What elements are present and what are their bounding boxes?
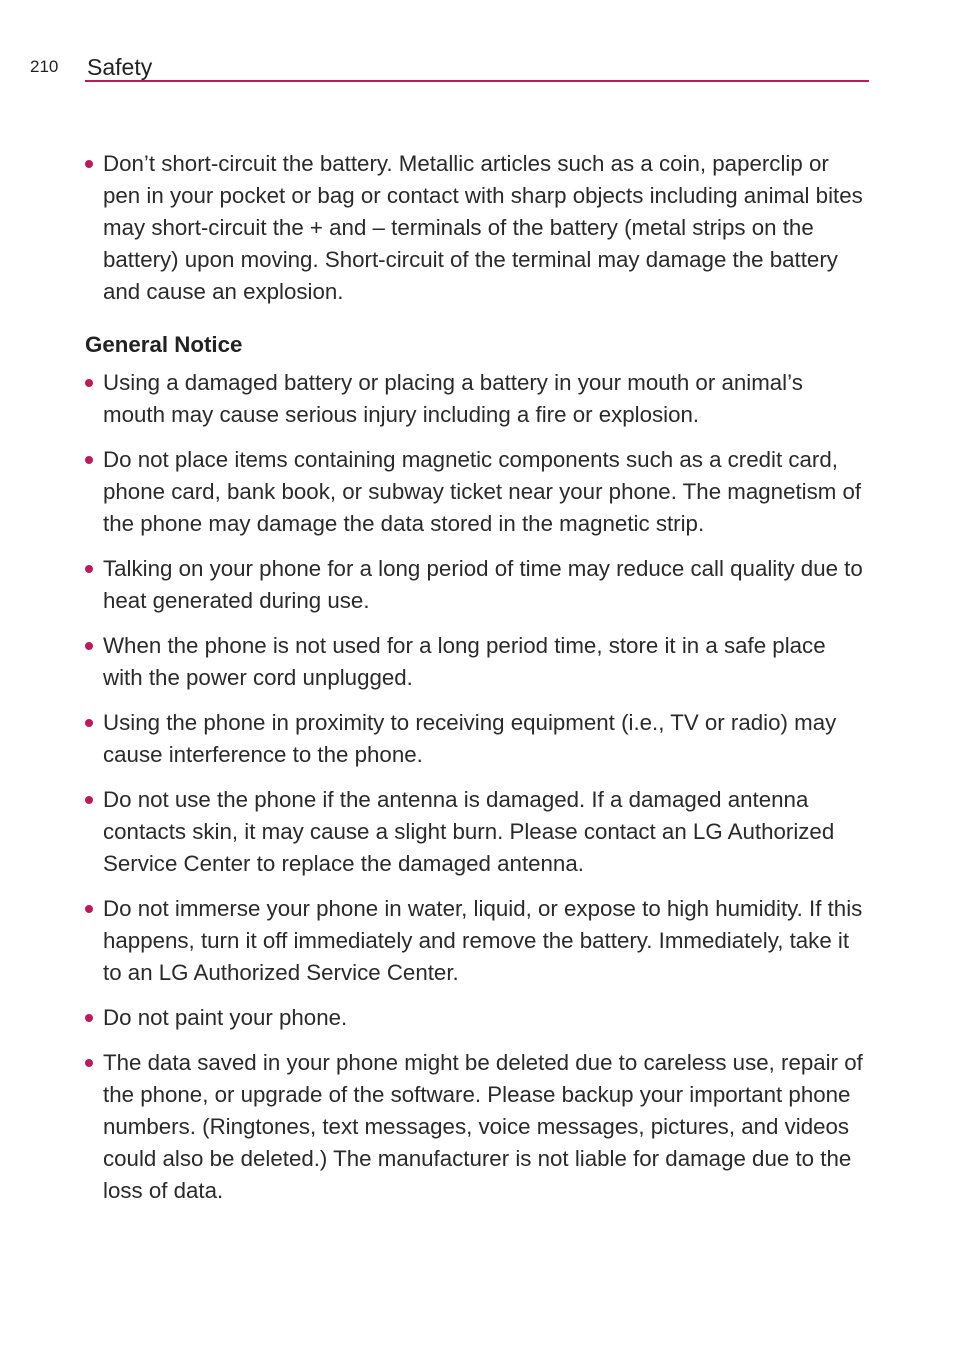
bullet-icon: [85, 1014, 93, 1022]
bullet-text: Talking on your phone for a long period of time may reduce call quality due to heat generated during use.: [103, 556, 863, 613]
bullet-icon: [85, 379, 93, 387]
bullet-icon: [85, 456, 93, 464]
list-item: [85, 630, 870, 694]
general-notice-bullet-list: [85, 367, 870, 1207]
bullet-text: When the phone is not used for a long period time, store it in a safe place with the power cord unplugged.: [103, 633, 826, 690]
bullet-text: Using the phone in proximity to receiving equipment (i.e., TV or radio) may cause interference to the phone.: [103, 710, 837, 767]
bullet-text: Using a damaged battery or placing a battery in your mouth or animal’s mouth may cause serious injury including a fire or explosion.: [103, 370, 803, 427]
bullet-icon: [85, 905, 93, 913]
list-item: [85, 1002, 870, 1034]
list-item: [85, 1047, 870, 1207]
bullet-icon: [85, 565, 93, 573]
list-item: [85, 148, 870, 308]
page-content: [85, 148, 870, 1207]
bullet-icon: [85, 160, 93, 168]
list-item: [85, 784, 870, 880]
bullet-icon: [85, 1059, 93, 1067]
bullet-text: Do not use the phone if the antenna is damaged. If a damaged antenna contacts skin, it may cause a slight burn. Please contact an LG Authorized Service Center to replace the damaged antenna.: [103, 787, 835, 876]
list-item: [85, 367, 870, 431]
intro-bullet-list: [85, 148, 870, 308]
header-divider: [85, 80, 869, 82]
bullet-text: Don’t short-circuit the battery. Metallic articles such as a coin, paperclip or pen in your pocket or bag or contact with sharp objects including animal bites may short-circuit the + and – terminals of the battery (metal strips on the battery) upon moving. Short-circuit of the terminal may damage the battery and cause an explosion.: [103, 151, 863, 304]
general-notice-heading: General Notice: [85, 332, 243, 357]
section-title: Safety: [87, 54, 153, 80]
list-item: [85, 707, 870, 771]
bullet-icon: [85, 642, 93, 650]
bullet-text: Do not place items containing magnetic components such as a credit card, phone card, bank book, or subway ticket near your phone. The magnetism of the phone may damage the data stored in the magnetic strip.: [103, 447, 862, 536]
bullet-text: The data saved in your phone might be deleted due to careless use, repair of the phone, or upgrade of the software. Please backup your important phone numbers. (Ringtones, text messages, voice messages, pictures, and videos could also be deleted.) The manufacturer is not liable for damage due to the loss of data.: [103, 1050, 863, 1203]
bullet-icon: [85, 796, 93, 804]
bullet-icon: [85, 719, 93, 727]
list-item: [85, 893, 870, 989]
bullet-text: Do not immerse your phone in water, liquid, or expose to high humidity. If this happens, turn it off immediately and remove the battery. Immediately, take it to an LG Authorized Service Center.: [103, 896, 863, 985]
bullet-text: Do not paint your phone.: [103, 1005, 348, 1030]
list-item: [85, 553, 870, 617]
page-number: 210: [30, 57, 59, 76]
list-item: [85, 444, 870, 540]
